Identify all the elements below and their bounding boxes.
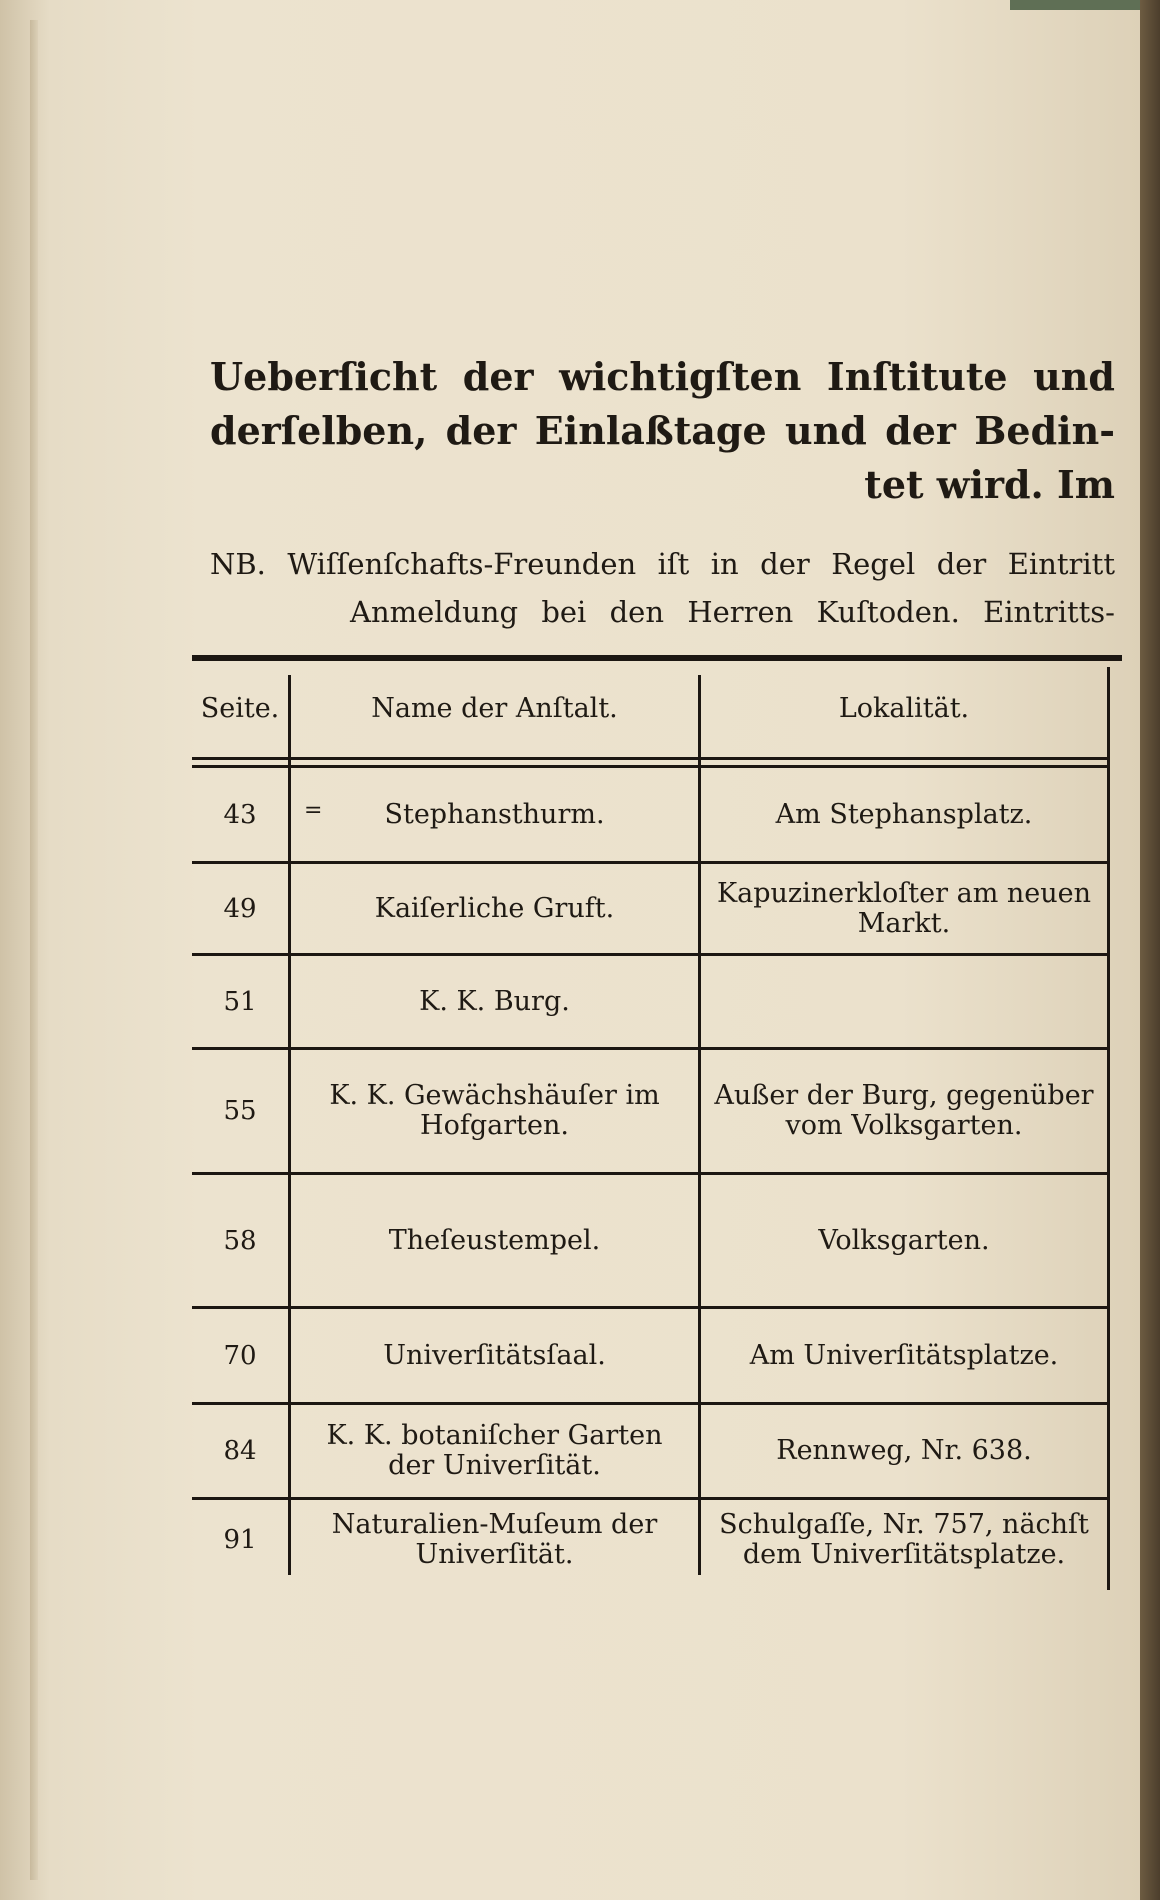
- row-name: Naturalien-Muſeum der Univerſität.: [331, 1509, 658, 1570]
- row-page: 55: [223, 1096, 257, 1126]
- row-page: 49: [223, 893, 257, 924]
- row-location: [701, 956, 1107, 1047]
- row-name: Univerſitätsſaal.: [383, 1339, 606, 1371]
- row-page: 43: [223, 799, 257, 830]
- row-page: 91: [223, 1525, 257, 1555]
- ditto-mark: =: [304, 798, 323, 823]
- row-name: Theſeustempel.: [388, 1224, 601, 1256]
- header-location: Lokalität.: [838, 693, 970, 724]
- row-page: 70: [223, 1340, 257, 1371]
- row-name: Stephansthurm.: [384, 798, 605, 830]
- header-name: Name der Anſtalt.: [371, 693, 618, 724]
- book-fore-edge: [1140, 0, 1160, 1900]
- row-name: Kaiſerliche Gruft.: [374, 892, 615, 924]
- row-location: Am Univerſitätsplatze.: [749, 1339, 1059, 1371]
- title-line-3: tet wird. Im: [864, 462, 1115, 507]
- cover-strip: [1010, 0, 1140, 10]
- institutes-table: [192, 655, 1112, 1585]
- note-line-1: NB. Wiſſenſchafts-Freunden iſt in der Regel der Eintritt: [210, 547, 1115, 581]
- row-name: K. K. Burg.: [419, 985, 570, 1017]
- row-location: Schulgaſſe, Nr. 757, nächſt dem Univerſitätsplatze.: [719, 1509, 1089, 1570]
- page-title: [210, 350, 1115, 512]
- row-location: Kapuzinerkloſter am neuen Markt.: [716, 877, 1092, 939]
- note-block: [210, 540, 1115, 636]
- row-page: 84: [223, 1436, 257, 1466]
- title-line-2: derſelben, der Einlaßtage und der Bedin-: [210, 408, 1115, 453]
- title-line-1: Ueberſicht der wichtigſten Inſtitute und: [210, 354, 1115, 399]
- header-page: Seite.: [200, 693, 280, 724]
- note-line-2: Anmeldung bei den Herren Kuſtoden. Eintritts-: [350, 595, 1115, 629]
- row-page: 51: [223, 986, 257, 1017]
- row-name: K. K. botaniſcher Garten der Univerſität.: [326, 1420, 663, 1481]
- row-location: Rennweg, Nr. 638.: [776, 1435, 1032, 1466]
- header-rule-1: [192, 757, 1107, 760]
- row-page: 58: [223, 1225, 257, 1256]
- row-name: K. K. Gewächshäuſer im Hofgarten.: [329, 1080, 660, 1141]
- row-location: Außer der Burg, gegenüber vom Volksgarten.: [714, 1080, 1094, 1141]
- table-right-border: [1107, 667, 1110, 1590]
- row-location: Am Stephansplatz.: [775, 798, 1033, 830]
- row-location: Volksgarten.: [818, 1224, 990, 1256]
- page-gutter: [30, 20, 38, 1880]
